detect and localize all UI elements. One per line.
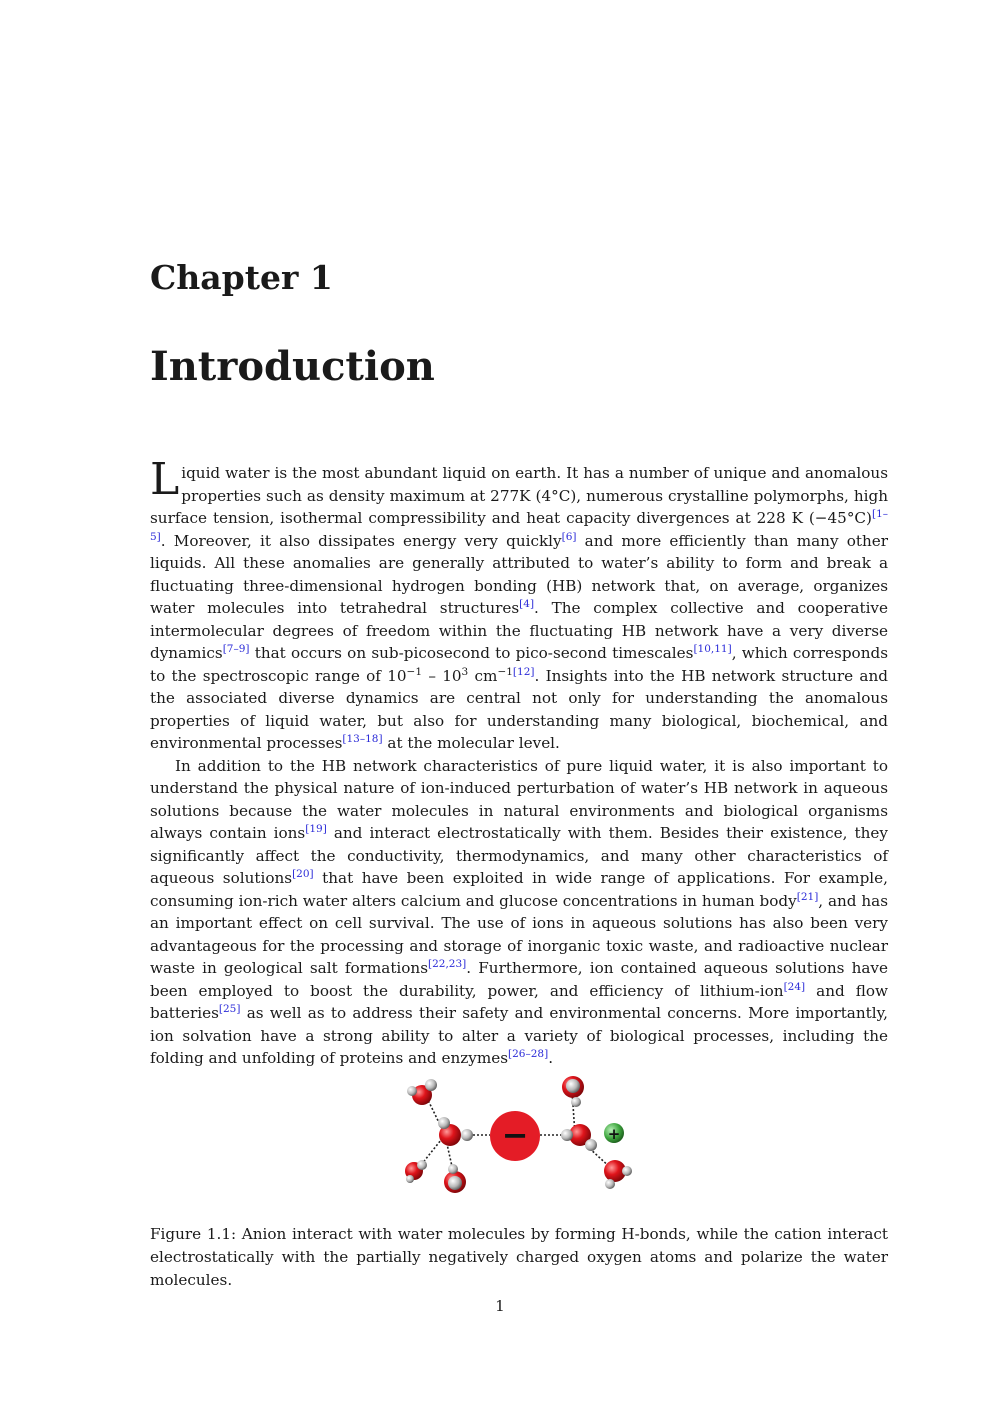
chapter-label: Chapter 1 [150, 258, 333, 297]
citation-link[interactable]: [1–5] [150, 507, 888, 543]
citation-link[interactable]: [13–18] [342, 732, 383, 745]
water-molecule-top-left [407, 1079, 437, 1105]
page-number: 1 [495, 1297, 505, 1315]
citation-link[interactable]: [22,23] [428, 957, 467, 970]
drop-cap: L [150, 454, 180, 505]
paragraph-2: In addition to the HB network characteristics of pure liquid water, it is also important to understand the physical nature of ion-induced perturbation of water’s HB network in aqueous solutions because the water molecules in natural environments and biological organisms always contain ions[19] and interact electrostatically with them. Besides their existence, they significantly affect the conductivity, thermodynamics, and many other characteristics of aqueous solutions[20] that have been exploited in wide range of applications. For example, consuming ion-rich water alters calcium and glucose concentrations in human body[21], and has an important effect on cell survival. The use of ions in aqueous solutions has also been very advantageous for the processing and storage of inorganic toxic waste, and radioactive nuclear waste in geological salt formations[22,23]. Furthermore, ion contained aqueous solutions have been employed to boost the durability, power, and efficiency of lithium-ion[24] and flow batteries[25] as well as to address their safety and environmental concerns. More importantly, ion solvation have a strong ability to alter a variety of biological processes, including the folding and unfolding of proteins and enzymes[26–28]. [150, 756, 889, 1067]
body-text [150, 454, 889, 1070]
anion-symbol: − [501, 1116, 529, 1154]
water-molecule-center-left [438, 1117, 473, 1146]
citation-link[interactable]: [24] [783, 980, 806, 993]
citation-link[interactable]: [25] [218, 1002, 241, 1015]
citation-link[interactable]: [20] [292, 867, 314, 880]
citation-link[interactable]: [21] [796, 890, 819, 903]
citation-link[interactable]: [4] [519, 597, 535, 610]
figure-caption: Figure 1.1: Anion interact with water molecules by forming H-bonds, while the cation interact electrostatically with the partially negatively charged oxygen atoms and polarize the water molecules. [150, 1225, 888, 1289]
cation-symbol: + [607, 1125, 621, 1143]
ion-solvation-figure [395, 1065, 645, 1200]
anion [490, 1111, 540, 1161]
citation-link[interactable]: [7–9] [222, 642, 250, 655]
citation-link[interactable]: [6] [561, 530, 577, 543]
water-molecule-bottom [444, 1164, 466, 1193]
water-molecule-center-right [561, 1124, 597, 1151]
superscript: −1 [497, 665, 513, 678]
superscript: −1 [406, 665, 423, 678]
citation-link[interactable]: [19] [305, 822, 327, 835]
citation-link[interactable]: [12] [512, 665, 535, 678]
water-molecule-bottom-left [405, 1160, 427, 1183]
cation [604, 1123, 624, 1143]
water-molecule-bottom-right [604, 1160, 632, 1189]
water-molecule-top-right [562, 1076, 584, 1107]
citation-link[interactable]: [26–28] [508, 1047, 549, 1060]
chapter-title: Introduction [150, 343, 435, 390]
paragraph-1: Liquid water is the most abundant liquid on earth. It has a number of unique and anomalous properties such as density maximum at 277K (4°C), numerous crystalline polymorphs, high surface tension, isothermal compressibility and heat capacity divergences at 228 K (−45°C)[1–5]. Moreover, it also dissipates energy very quickly[6] and more efficiently than many other liquids. All these anomalies are generally attributed to water’s ability to form and break a fluctuating three-dimensional hydrogen bonding (HB) network that, on average, organizes water molecules into tetrahedral structures[4]. The complex collective and cooperative intermolecular degrees of freedom within the fluctuating HB network have a very diverse dynamics[7–9] that occurs on sub-picosecond to pico-second timescales[10,11], which corresponds to the spectroscopic range of $10^{-1} - 10^3$ cm$^{-1[12]}$. Insights into the HB network structure and the associated diverse dynamics are central not only for understanding the anomalous properties of liquid water, but also for understanding many biological, biochemical, and environmental processes[13–18] at the molecular level. [150, 454, 889, 752]
superscript: 3 [461, 665, 469, 678]
citation-link[interactable]: [10,11] [693, 642, 732, 655]
